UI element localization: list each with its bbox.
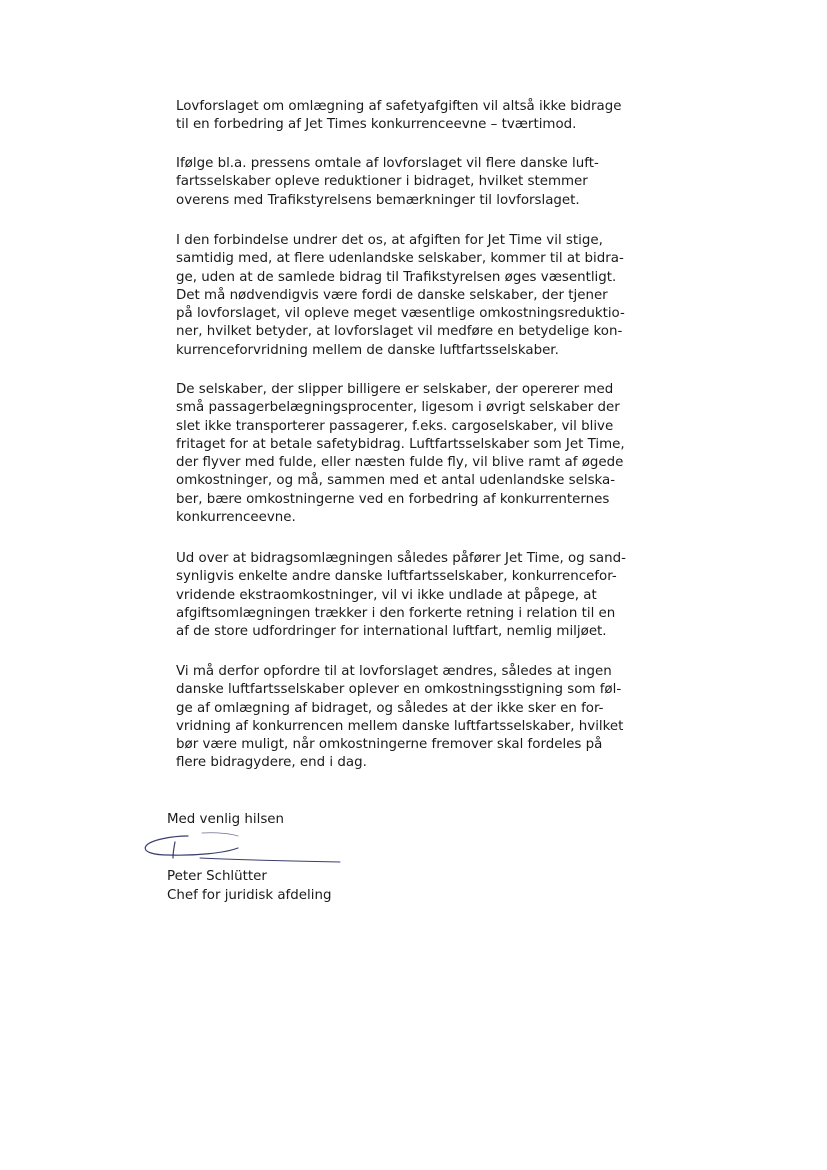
text-line: overens med Trafikstyrelsens bemærkninger til lovforslaget. [176, 192, 580, 208]
signer-title: Chef for juridisk afdeling [167, 887, 332, 903]
text-line: afgiftsomlægningen trækker i den forkerte retning i relation til en [176, 605, 616, 621]
text-line: omkostninger, og må, sammen med et antal udenlandske selska- [176, 473, 616, 489]
signer-name: Peter Schlütter [167, 869, 267, 884]
signature-stroke [145, 836, 238, 855]
paragraph-3 [176, 232, 646, 360]
text-line: fartsselskaber opleve reduktioner i bidraget, hvilket stemmer [176, 174, 588, 190]
text-line: bør være muligt, når omkostningerne fremover skal fordeles på [176, 737, 603, 753]
handwritten-signature [140, 828, 345, 870]
signature-stroke [202, 833, 238, 836]
text-line: synligvis enkelte andre danske luftfartsselskaber, konkurrencefor- [176, 569, 617, 585]
text-line: fritaget for at betale safetybidrag. Luftfartsselskaber som Jet Time, [176, 436, 625, 452]
text-line: Ifølge bl.a. pressens omtale af lovforslaget vil flere danske luft- [176, 156, 599, 171]
text-line: små passagerbelægningsprocenter, ligesom i øvrigt selskaber der [176, 400, 620, 416]
text-line: Ud over at bidragsomlægningen således påfører Jet Time, og sand- [176, 551, 626, 566]
text-line: vridning af konkurrencen mellem danske luftfartsselskaber, hvilket [176, 718, 624, 734]
signature-stroke [200, 858, 340, 862]
text-line: I den forbindelse undrer det os, at afgiften for Jet Time vil stige, [176, 233, 603, 248]
text-line: på lovforslaget, vil opleve meget væsentlige omkostningsreduktio- [176, 306, 625, 322]
paragraph-5 [176, 550, 646, 641]
text-line: konkurrenceevne. [176, 510, 296, 526]
text-line: ner, hvilket betyder, at lovforslaget vil medføre en betydelige kon- [176, 324, 623, 340]
text-line: ber, bære omkostningerne ved en forbedring af konkurrenternes [176, 491, 610, 507]
text-line: der flyver med fulde, eller næsten fulde fly, vil blive ramt af øgede [176, 455, 624, 471]
paragraph-2 [176, 155, 646, 210]
text-line: ge, uden at de samlede bidrag til Trafikstyrelsen øges væsentligt. [176, 269, 617, 285]
text-line: samtidig med, at flere udenlandske selskaber, kommer til at bidra- [176, 251, 624, 267]
signer-block [167, 868, 331, 905]
text-line: De selskaber, der slipper billigere er selskaber, der opererer med [176, 382, 614, 397]
text-line: Vi må derfor opfordre til at lovforslaget ændres, således at ingen [176, 664, 612, 679]
text-line: af de store udfordringer for international luftfart, nemlig miljøet. [176, 624, 607, 640]
text-line: kurrenceforvridning mellem de danske luftfartsselskaber. [176, 342, 559, 358]
text-line: ge af omlægning af bidraget, og således at der ikke sker en for- [176, 700, 604, 716]
closing-salutation: Med venlig hilsen [167, 812, 285, 827]
text-line: slet ikke transporterer passagerer, f.eks. cargoselskaber, vil blive [176, 418, 614, 434]
text-line: vridende ekstraomkostninger, vil vi ikke undlade at påpege, at [176, 587, 597, 603]
paragraph-6 [176, 663, 646, 773]
paragraph-1 [176, 98, 646, 135]
text-line: flere bidragydere, end i dag. [176, 755, 367, 771]
text-line: til en forbedring af Jet Times konkurrenceevne – tværtimod. [176, 117, 577, 133]
text-line: Lovforslaget om omlægning af safetyafgiften vil altså ikke bidrage [176, 99, 622, 114]
text-line: danske luftfartsselskaber oplever en omkostningsstigning som føl- [176, 682, 622, 698]
text-line: Det må nødvendigvis være fordi de danske selskaber, der tjener [176, 287, 608, 303]
paragraph-4 [176, 381, 646, 527]
